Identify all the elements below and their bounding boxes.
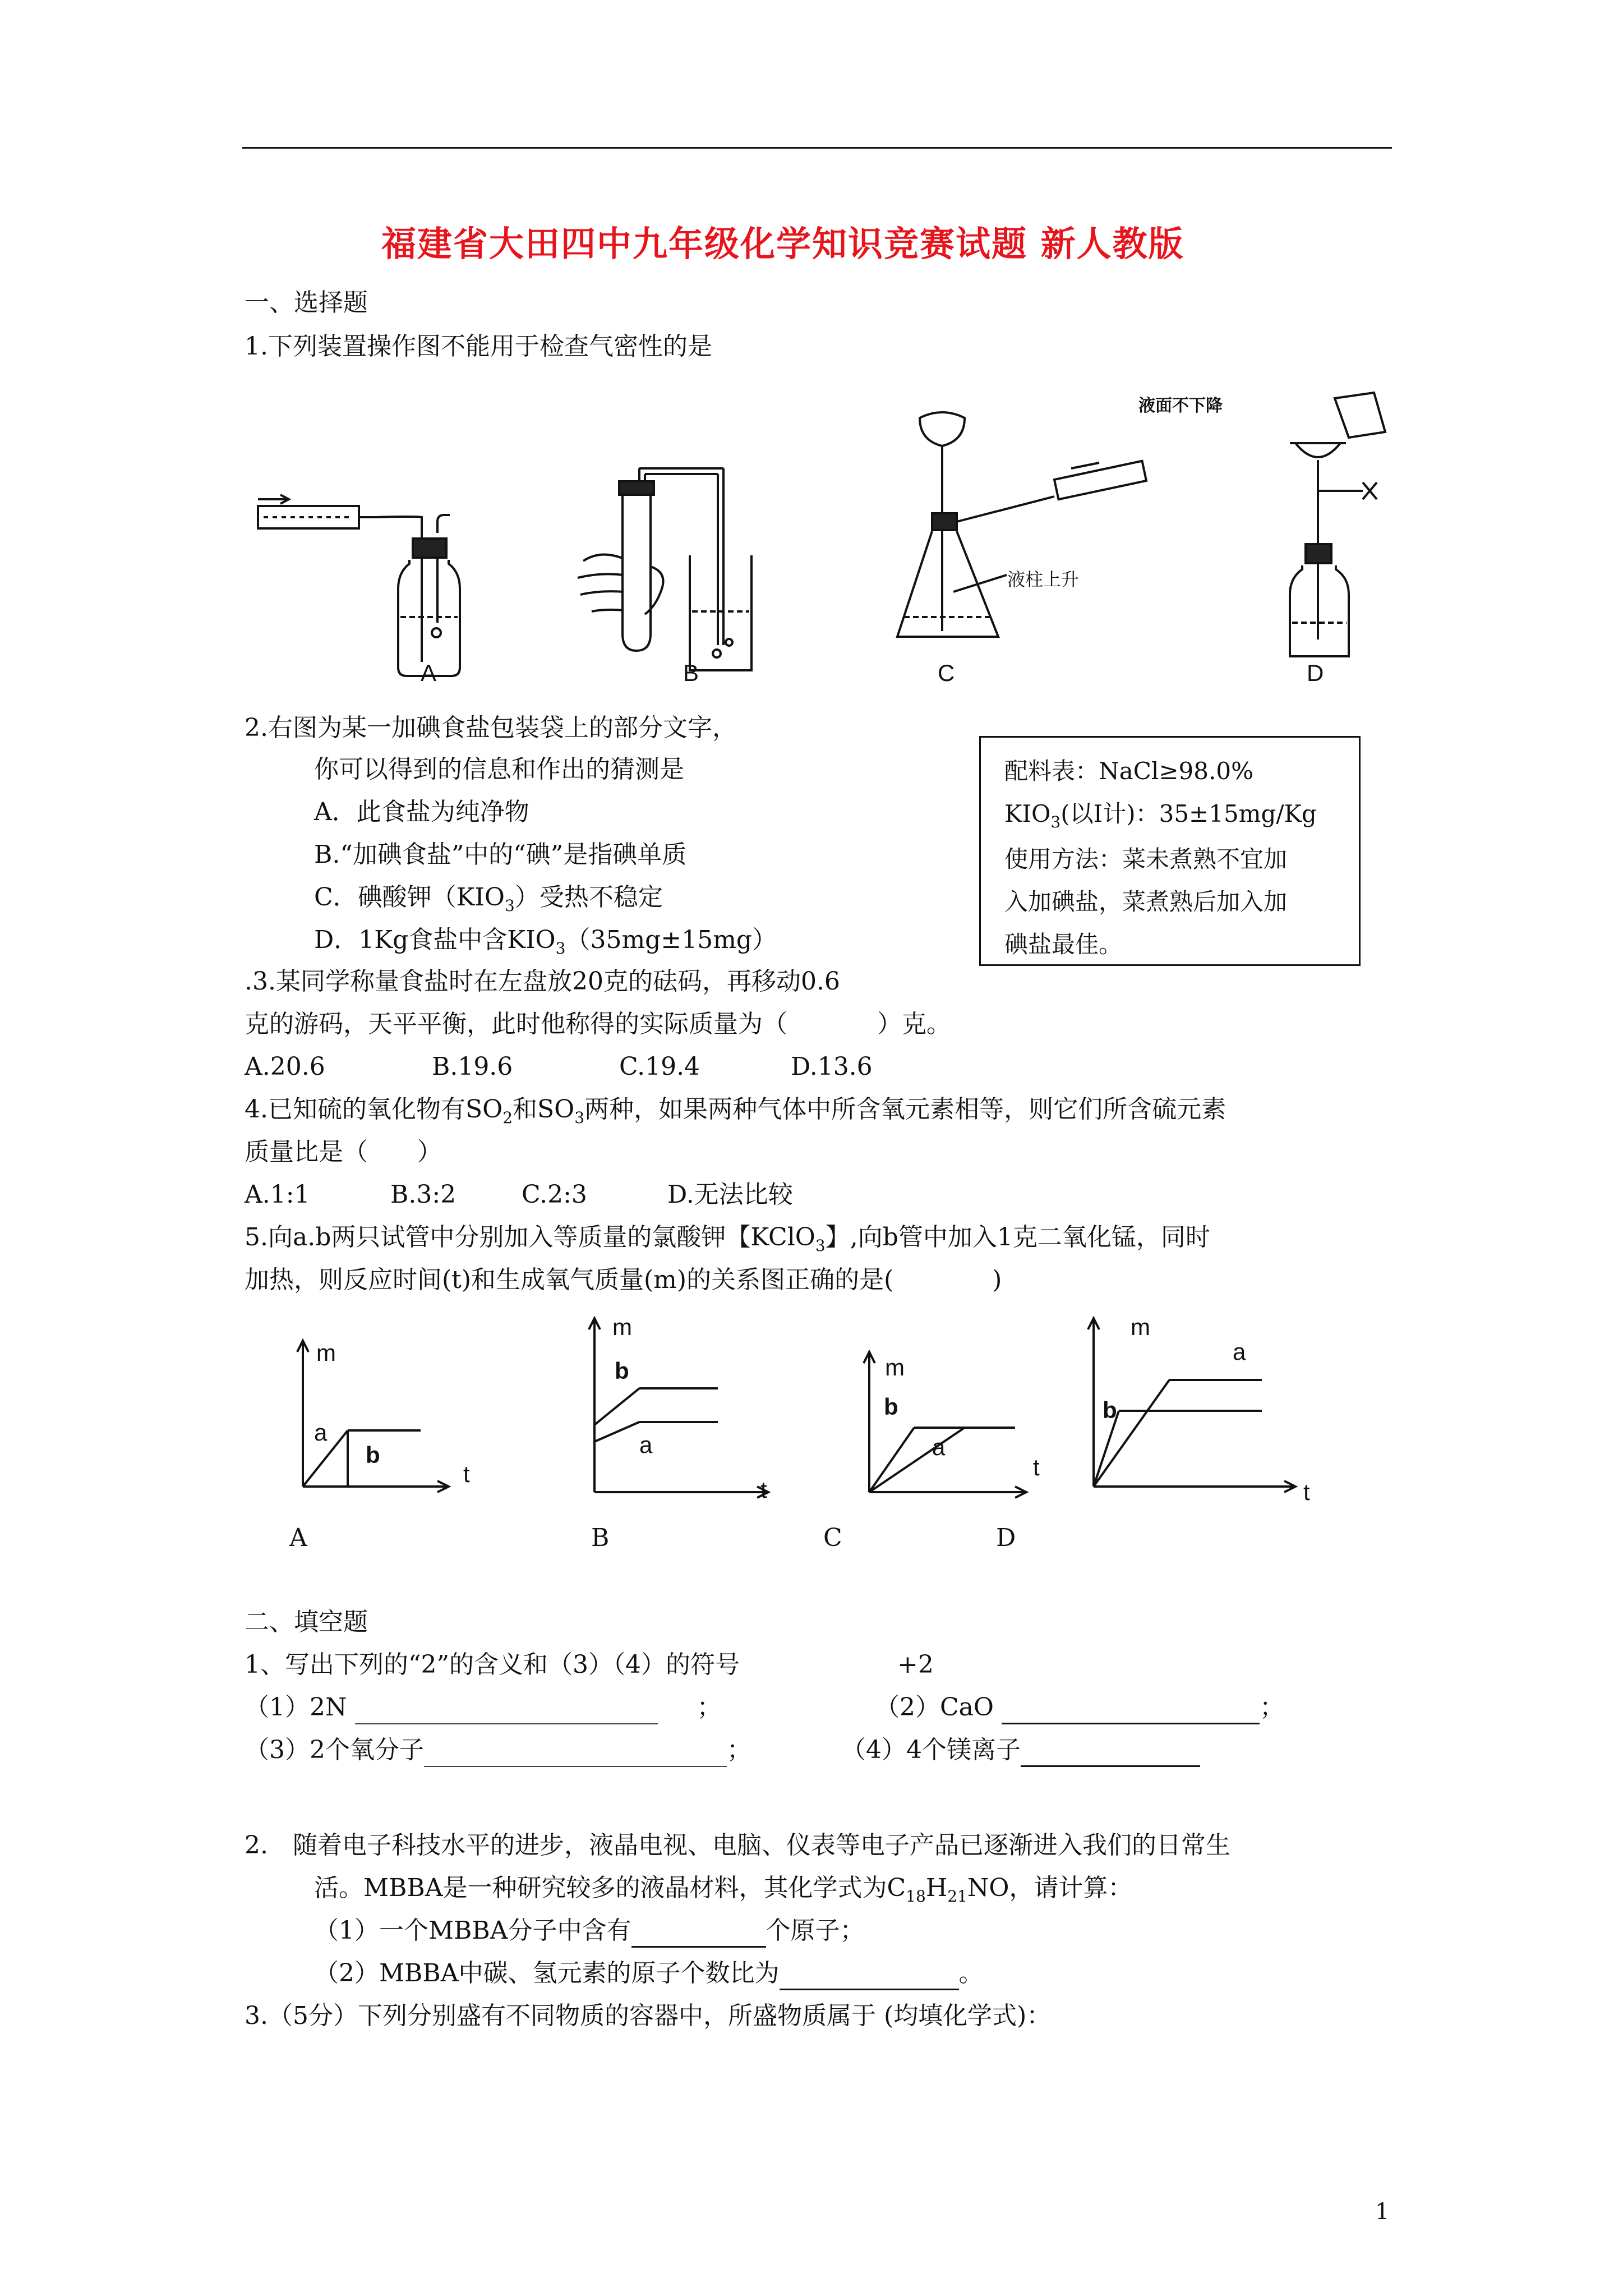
section-heading-choice: 一、选择题 — [245, 288, 368, 317]
question-4-line1: 4.已知硫的氧化物有$SO_2$和$SO_3$两种，如果两种气体中所含氧元素相等，则它们所含硫元素 — [245, 1095, 1227, 1127]
box-line-2: $KIO_3$(以I计)：35±15mg/Kg — [1004, 800, 1317, 831]
apparatus-c-note: 液柱上升 — [1007, 569, 1080, 590]
question-3-option-c: C.19.4 — [619, 1052, 700, 1081]
question-5-line2: 加热，则反应时间(t)和生成氧气质量(m)的关系图正确的是( ) — [245, 1266, 1002, 1294]
apparatus-b-figure — [561, 460, 763, 690]
fill-3-line1: 3.（5分）下列分别盛有不同物质的容器中，所盛物质属于 (均填化学式)： — [245, 2001, 1052, 2030]
blank-5[interactable] — [631, 1920, 766, 1948]
box-line-3: 使用方法：菜未煮熟不宜加 — [1004, 845, 1288, 873]
graph-a-y-label: m — [316, 1340, 336, 1366]
question-3-line2: 克的游码，天平平衡，此时他称得的实际质量为（ ）克。 — [245, 1010, 951, 1038]
graph-b-series-a: a — [639, 1432, 653, 1458]
graph-d-y-label: m — [1131, 1314, 1150, 1340]
salt-label-box — [979, 736, 1361, 966]
question-3-option-b: B.19.6 — [432, 1052, 513, 1081]
apparatus-d-figure — [1256, 387, 1402, 668]
graph-b-series-b: b — [615, 1358, 629, 1384]
page-title: 福建省大田四中九年级化学知识竞赛试题 新人教版 — [381, 223, 1184, 264]
question-4-option-d: D.无法比较 — [667, 1180, 793, 1209]
graph-c-label: C — [823, 1524, 842, 1552]
fill-1-item-3: （3）2个氧分子 ； — [245, 1733, 751, 1767]
blank-3[interactable] — [424, 1740, 727, 1767]
graph-a-label: A — [289, 1524, 307, 1552]
blank-2[interactable] — [1002, 1697, 1260, 1724]
header-rule — [242, 147, 1392, 149]
graph-d-series-a: a — [1233, 1338, 1246, 1365]
graph-b-label: B — [591, 1524, 610, 1552]
question-2-option-b: B.“加碘食盐”中的“碘”是指碘单质 — [314, 840, 687, 869]
apparatus-b-label: B — [683, 660, 699, 686]
question-1-stem: 1.下列装置操作图不能用于检查气密性的是 — [245, 332, 712, 361]
question-3-option-a: A.20.6 — [245, 1052, 325, 1081]
question-2-option-d: D．1Kg食盐中含$KIO_3(35mg\pm 15mg)$ — [314, 926, 777, 958]
graph-c — [847, 1346, 1071, 1515]
apparatus-a-figure — [247, 482, 494, 690]
page-number: 1 — [1375, 2199, 1390, 2225]
question-3-line1: .3.某同学称量食盐时在左盘放20克的砝码，再移动0.6 — [245, 967, 840, 996]
apparatus-d-note: 液面不下降 — [1138, 397, 1223, 415]
fill-2-item-2: （2）MBBA中碳、氢元素的原子个数比为 。 — [314, 1957, 984, 1990]
graph-c-y-label: m — [885, 1354, 905, 1381]
fill-1-plus2: +2 — [897, 1650, 934, 1679]
graph-a-x-label: t — [463, 1461, 470, 1487]
question-5-line1: 5.向a.b两只试管中分别加入等质量的氯酸钾【KClO$_3$】,向b管中加入1克二氧化锰，同时 — [245, 1223, 1210, 1255]
section-heading-fill: 二、填空题 — [245, 1608, 368, 1636]
graph-b-y-label: m — [612, 1314, 632, 1340]
question-2-option-a: A．此食盐为纯净物 — [314, 798, 529, 826]
box-line-1: 配料表：NaCl≥98.0% — [1004, 757, 1253, 785]
graph-a — [280, 1335, 494, 1503]
graph-b-x-label: t — [760, 1476, 767, 1503]
question-3-option-d: D.13.6 — [791, 1052, 873, 1081]
apparatus-d-label: D — [1307, 660, 1324, 686]
apparatus-a-label: A — [421, 660, 437, 686]
blank-1[interactable] — [355, 1697, 658, 1724]
graph-c-series-a: a — [932, 1434, 946, 1460]
question-4-option-c: C.2:3 — [522, 1180, 587, 1209]
fill-1-item-2: （2）CaO ； — [875, 1691, 1284, 1724]
fill-1-item-4: （4）4个镁离子 — [841, 1733, 1200, 1767]
fill-2-line2: 活。MBBA是一种研究较多的液晶材料，其化学式为$C_{18}H_{21}NO$，请计算： — [314, 1874, 1133, 1906]
graph-c-series-b: b — [884, 1393, 898, 1420]
blank-6[interactable] — [780, 1963, 959, 1990]
question-4-option-b: B.3:2 — [390, 1180, 457, 1209]
fill-1-line1: 1、写出下列的“2”的含义和（3）（4）的符号 — [245, 1650, 740, 1679]
box-line-4: 入加碘盐，菜煮熟后加入加 — [1004, 888, 1288, 915]
question-4-line2: 质量比是（ ） — [245, 1138, 442, 1166]
question-2-line1: 2.右图为某一加碘食盐包装袋上的部分文字， — [245, 714, 737, 742]
apparatus-c-figure — [886, 407, 1150, 665]
graph-d-label: D — [996, 1524, 1016, 1552]
graph-a-series-b: b — [366, 1442, 380, 1468]
graph-d-x-label: t — [1303, 1479, 1310, 1505]
question-2-line2: 你可以得到的信息和作出的猜测是 — [314, 755, 684, 784]
graph-a-series-a: a — [314, 1419, 328, 1446]
graph-c-x-label: t — [1033, 1454, 1040, 1480]
graph-d-series-b: b — [1103, 1397, 1117, 1423]
fill-1-item-1: （1）2N ； — [245, 1691, 722, 1724]
question-2-option-c: C．碘酸钾$(KIO_3)$受热不稳定 — [314, 883, 663, 915]
blank-4[interactable] — [1021, 1740, 1200, 1767]
fill-2-line1: 2. 随着电子科技水平的进步，液晶电视、电脑、仪表等电子产品已逐渐进入我们的日常生 — [245, 1831, 1230, 1860]
box-line-5: 碘盐最佳。 — [1004, 931, 1123, 958]
fill-2-item-1: （1）一个MBBA分子中含有 个原子； — [314, 1914, 865, 1948]
apparatus-c-label: C — [938, 660, 955, 686]
question-4-option-a: A.1:1 — [245, 1180, 310, 1209]
